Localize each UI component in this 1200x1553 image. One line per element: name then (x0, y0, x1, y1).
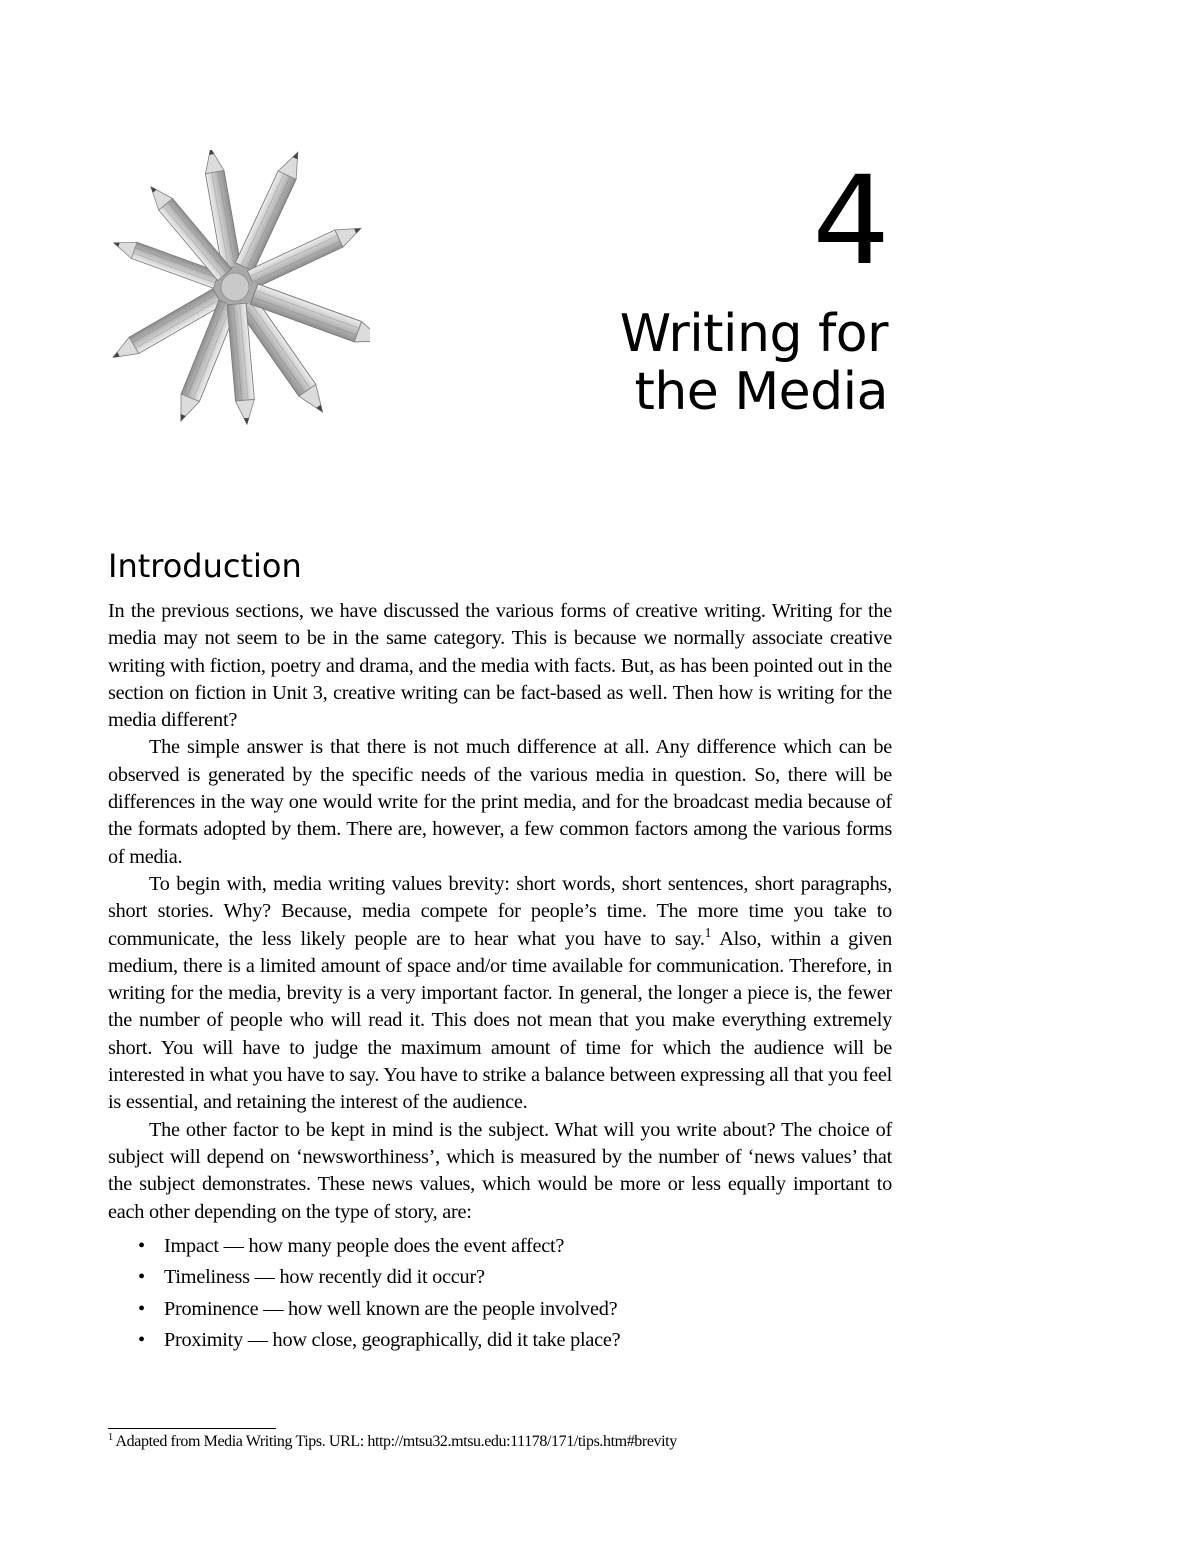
chapter-number: 4 (812, 150, 890, 292)
paragraph-2: The simple answer is that there is not much difference at all. Any difference which can be observed is generated by the specific needs of the various media in question. So, there will be differences in the way one would write for the print media, and for the broadcast media because of the formats adopted by them. There are, however, a few common factors among the various forms of media. (108, 736, 892, 868)
section-heading: Introduction (108, 547, 302, 585)
chapter-title (488, 305, 888, 421)
list-item-text: Proximity — how close, geographically, did it take place? (164, 1329, 621, 1352)
footnote-reference: 1 (704, 924, 712, 940)
list-item (138, 1231, 892, 1263)
paragraph-3 (108, 871, 892, 1117)
body-text (108, 598, 892, 1357)
list-item (138, 1262, 892, 1294)
paragraph-1: In the previous sections, we have discussed the various forms of creative writing. Writing for the media may not seem to be in the same category. This is because we normally associate creative writing with fiction, poetry and drama, and the media with facts. But, as has been pointed out in the section on fiction in Unit 3, creative writing can be fact-based as well. Then how is writing for the media different? (108, 600, 892, 732)
bullet-icon: • (138, 1297, 145, 1320)
paragraph-4: The other factor to be kept in mind is the subject. What will you write about? The choice of subject will depend on ‘newsworthiness’, which is measured by the number of ‘news values’ that the subject demonstrates. These news values, which would be more or less equally important to each other depending on the type of story, are: (108, 1118, 892, 1223)
news-values-list (108, 1231, 892, 1357)
footnote-marker: 1 (108, 1431, 113, 1443)
bullet-icon: • (138, 1234, 145, 1257)
list-item-text: Impact — how many people does the event affect? (164, 1234, 565, 1257)
chapter-title-line-2: the Media (634, 362, 888, 422)
footnote (108, 1431, 908, 1453)
list-item (138, 1325, 892, 1357)
list-item (138, 1294, 892, 1326)
paragraph-3-text-b: Also, within a given medium, there is a limited amount of space and/or time available for communication. Therefore, in writing for the media, brevity is a very important factor. In general, the longer a piece is, the fewer the number of people who will read it. This does not mean that you make everything extremely short. You will have to judge the maximum amount of time for which the audience will be interested in what you have to say. You have to strike a balance between expressing all that you feel is essential, and retaining the interest of the audience. (108, 927, 892, 1114)
list-item-text: Prominence — how well known are the people involved? (164, 1297, 618, 1320)
footnote-text: Adapted from Media Writing Tips. URL: http://mtsu32.mtsu.edu:11178/171/tips.htm#brevity (112, 1433, 677, 1450)
paragraph-3-text-a: To begin with, media writing values brevity: short words, short sentences, short paragraphs, short stories. Why? Because, media compete for people’s time. The more time you take to communicate, the less likely people are to hear what you have to say. (108, 872, 892, 950)
footnote-divider (108, 1428, 276, 1429)
bullet-icon: • (138, 1266, 145, 1289)
chapter-title-line-1: Writing for (619, 304, 888, 364)
pencils-starburst-icon (100, 150, 370, 425)
bullet-icon: • (138, 1329, 145, 1352)
list-item-text: Timeliness — how recently did it occur? (164, 1266, 485, 1289)
